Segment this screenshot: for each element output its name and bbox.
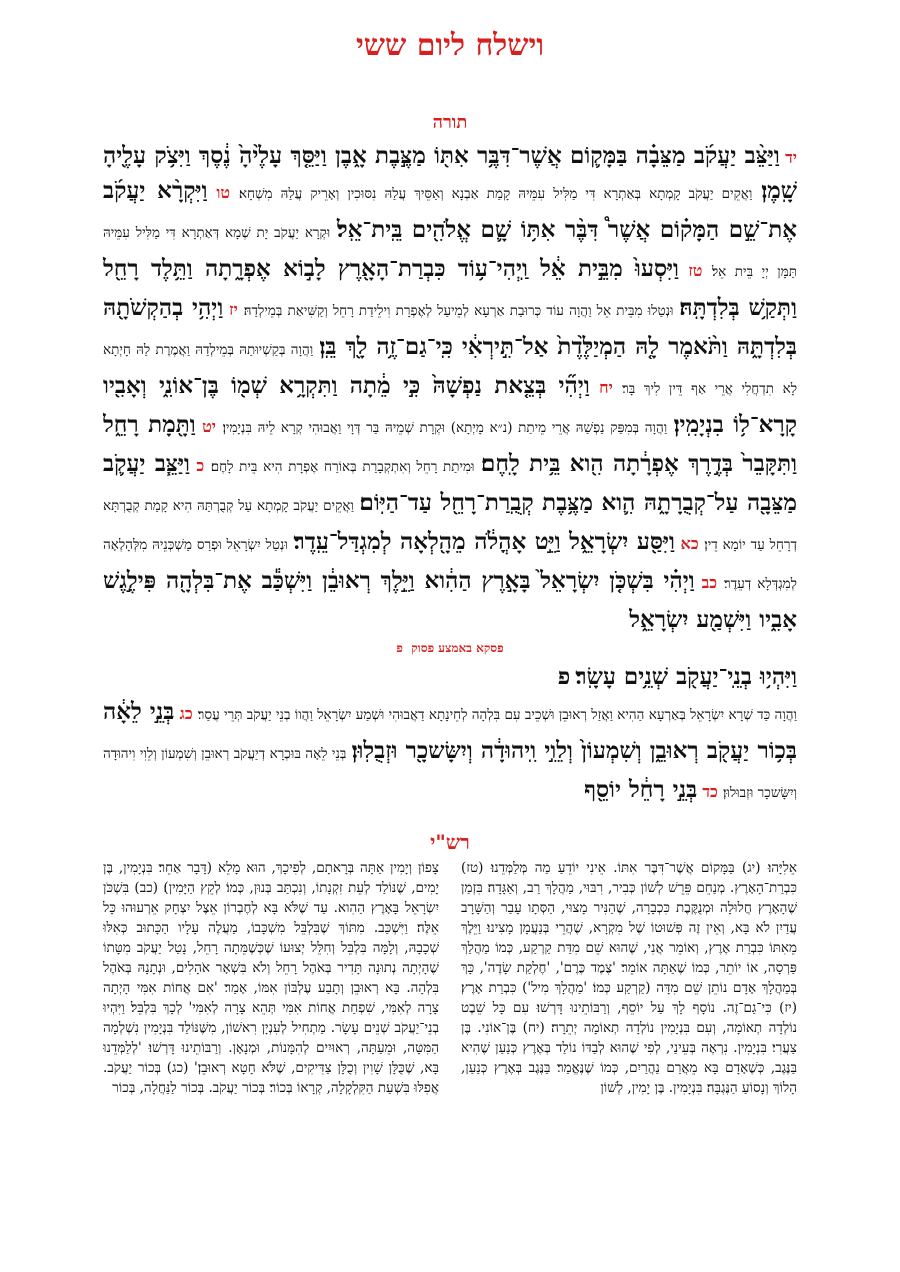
verse-number: טז — [688, 261, 703, 280]
torah-heading: תורה — [432, 112, 468, 133]
verse-text: וַתָּ֖מָת רָחֵ֑ל וַתִּקָּבֵר֙ בְּדֶ֣רֶךְ אֶפְרָ֔תָה הִ֖וא בֵּ֥ית לָֽחֶם׃ — [103, 411, 797, 477]
paragraph-mark: פ — [396, 641, 403, 655]
verse-text: וַיַּצֵּ֨ב יַעֲקֹ֜ב מַצֵּבָ֗ה בַּמָּק֛וֹם אֲשֶׁר־דִּבֶּ֥ר אִתּ֖וֹ מַצֶּ֣בֶת אָ֑בֶן וַיַּסֵּ֤ךְ עָלֶ֙יהָ֙ נֶ֔סֶךְ וַיִּצֹ֥ק עָלֶ֖יהָ שָֽׁמֶן׃ — [103, 142, 797, 204]
verse-number: כד — [702, 782, 718, 801]
verse-text: בְּנֵ֣י לֵאָ֔ה בְּכ֥וֹר יַעֲקֹ֖ב רְאוּבֵ֑ן וְשִׁמְעוֹן֙ וְלֵוִ֣י וִֽיהוּדָ֔ה וְיִשָּׂשכָ֖ר וּזְבֻלֽוּן׃ — [103, 698, 797, 764]
verse-text: וַיִּסַּ֖ע יִשְׂרָאֵ֑ל וַיֵּ֣ט אָהֳלֹ֔ה מֵהָ֖לְאָה לְמִגְדַּל־עֵֽדֶר׃ — [293, 528, 675, 555]
targum-text: בְּנֵי לֵאָה בּוּכְרָא דְיַעֲקֹב רְאוּבֵן וְשִׁמְעוֹן וְלֵוִי וִיהוּדָה וְיִשָּׂשכָר וּזְבוּלוּן׃ — [103, 746, 797, 801]
targum-text: וּנְטַל יִשְׂרָאֵל וּפְרַס מַשְׁכְּנֵיהּ מִלְּהָלְאָה לְמִגְדְּלָא דְעֵדֶר׃ — [103, 537, 797, 592]
paragraph-mark: פ — [557, 663, 571, 690]
targum-text: וַהֲוָה בְּקַשְׁיוּתַהּ בְּמֵילְדַהּ וַאֲמֶרֶת לַהּ חָיְתָא לָא תִדְחֲלִי אֲרֵי אַף דֵּין לִיךְ בָּר׃ — [103, 342, 797, 397]
verse-number: יד — [785, 148, 797, 167]
targum-text: וַאֲקֵים יַעֲקֹב קָמְתָא עַל קְבֻרְתַּהּ הִיא קָמַת קְבֻרְתָּא דְרָחֵל עַד יוֹמָא דֵין׃ — [103, 498, 797, 553]
verse-text: וַיִּסְעוּ֙ מִבֵּ֣ית אֵ֔ל וַֽיְהִי־ע֥וֹד כִּבְרַת־הָאָ֖רֶץ לָב֣וֹא אֶפְרָ֑תָה וַתֵּ֥לֶד רָחֵ֖ל וַתְּקַ֥שׁ בְּלִדְתָּֽהּ׃ — [103, 255, 797, 321]
verse-number: כא — [680, 534, 699, 553]
verse-24 — [584, 776, 718, 803]
paragraph-note: פסקא באמצע פסוק — [411, 641, 504, 655]
verse-text: וַיְהִ֗י בִּשְׁכֹּ֤ן יִשְׂרָאֵל֙ בָּאָ֣רֶץ הַהִ֔וא וַיֵּ֣לֶךְ רְאוּבֵ֔ן וַיִּשְׁכַּ֕ב אֶת־בִּלְהָ֖ה פִּילֶ֣גֶשׁ אָבִ֑יו וַיִּשְׁמַ֖ע יִשְׂרָאֵ֑ל — [103, 567, 797, 633]
targum-text: וּקְרָא יַעֲקֹב יָת שְׁמָא דְּאַתְרָא דִּי מַלִּיל עִמֵּיהּ תַּמָּן יְיָ בֵּית אֵל׃ — [103, 225, 797, 280]
targum-text: וַהֲוָה בְּמִפַּק נַפְשַׁהּ אֲרֵי מֵיתַת (נ״א מָיְתָא) וּקְרָת שְׁמֵיהּ בַּר דְּוָי וַאֲבוּהִי קְרָא לֵיהּ בִּנְיָמִין׃ — [222, 420, 668, 436]
verse-number: יז — [229, 300, 238, 319]
verse-text: וַיִּהְי֥וּ בְנֵֽי־יַעֲקֹ֖ב שְׁנֵ֥ים עָשָֽׂר׃ — [575, 663, 797, 690]
targum-text: וַהֲוָה כַּד שְׁרָא יִשְׂרָאֵל בְּאַרְעָא הַהִיא וַאֲזַל רְאוּבֵן וּשְׁכֵיב עִם בִּלְהָה לְחֵינָתָא דַאֲבוּהִי וּשְׁמַע יִשְׂרָאֵל וַהֲווֹ בְנֵי יַעֲקֹב תְּרֵי עֲסַר׃ — [197, 707, 797, 723]
verse-text: וַיַּצֵּ֧ב יַעֲקֹ֛ב מַצֵּבָ֖ה עַל־קְבֻרָתָ֑הּ הִ֛וא מַצֶּ֥בֶת קְבֻֽרַת־רָחֵ֖ל עַד־הַיּֽוֹם׃ — [103, 450, 797, 516]
page-title: וישלח ליום ששי — [355, 28, 545, 63]
torah-text — [103, 138, 797, 823]
verse-number: כב — [701, 573, 718, 592]
paragraph-break-note — [103, 637, 797, 659]
verse-number: יח — [599, 378, 613, 397]
verse-text: וַיִּקְרָ֨א יַעֲקֹ֜ב אֶת־שֵׁ֣ם הַמָּק֗וֹם אֲשֶׁר֩ דִּבֶּ֨ר אִתּ֥וֹ שָׁ֛ם אֱלֹהִ֖ים בֵּֽית־אֵֽל׃ — [103, 177, 797, 243]
rashi-column-right: אֵלִיָּהוּ׃ (יג) בַּמָּקוֹם אֲשֶׁר־דִּבֶּר אִתּוֹ. אֵינִי יוֹדֵעַ מַה מְּלַמְּדֵנוּ׃ (טז) כִּבְרַת־הָאָרֶץ. מְנַחֵם פֵּרֵשׁ לְשׁוֹן כְּבִיר, רִבּוּי, מַהֲלָךְ רַב, וְאַגָּדָה׃ בִּזְמַן שֶׁהָאָרֶץ חֲלוּלָה וּמְנֻקֶּבֶת כִּכְבָרָה, שֶׁהַנִּיר מָצוּי, הַסְּתָו עָבַר וְהַשָּׁרָב עֲדַיִן לֹא בָּא, וְאֵין זֶה פְּשׁוּטוֹ שֶׁל מִקְרָא, שֶׁהֲרֵי בְּנַעֲמָן מָצִינוּ׃ וַיֵּלֶךְ מֵאִתּוֹ כִּבְרַת אֶרֶץ, וְאוֹמֵר אֲנִי, שֶׁהוּא שֵׁם מִדַּת קַרְקַע, כְּמוֹ מַהֲלַךְ פַּרְסָה, אוֹ יוֹתֵר, כְּמוֹ שֶׁאַתָּה אוֹמֵר׃ 'צֶמֶד כֶּרֶם', 'חֶלְקַת שָׂדֶה', כָּךְ בְּמַהֲלָךְ אָדָם נוֹתֵן שֵׁם מִדָּה (קַרְקַע כְּמוֹ׃ 'מַהֲלָךְ מִיל') כִּבְרַת אָרֶץ׃ (יז) כִּי־גַם־זֶה. נוֹסָף לָךְ עַל יוֹסֵף, וְרַבּוֹתֵינוּ דָּרְשׁוּ׃ עִם כָּל שֵׁבֶט נוֹלְדָה תְאוֹמָה, וְעִם בִּנְיָמִין נוֹלְדָה תְאוֹמָה יְתֵרָה׃ (יח) בֶּן־אוֹנִי. בֶּן צַעֲרִי׃ בִּנְיָמִין. נִרְאֶה בְּעֵינַי, לְפִי שֶׁהוּא לְבַדּוֹ נוֹלַד בְּאֶרֶץ כְּנַעַן שֶׁהִיא בַּנֶּגֶב, כְּשֶׁאָדָם בָּא מֵאֲרַם נַהֲרַיִם, כְּמוֹ שֶׁנֶּאֱמַר׃ בַּנֶּגֶב בְּאֶרֶץ כְּנַעַן, הָלוֹךְ וְנָסוֹעַ הַנֶּגְבָּה׃ בִּנְיָמִין. בֶּן יָמִין, לְשׁוֹן — [461, 860, 797, 1096]
verse-text: וַיְהִ֥י בְהַקְשֹׁתָ֖הּ בְּלִדְתָּ֑הּ וַתֹּ֨אמֶר לָ֤הּ הַמְיַלֶּ֙דֶת֙ אַל־תִּ֣ירְאִ֔י כִּֽי־גַם־זֶ֥ה לָ֖ךְ בֵּֽן׃ — [103, 294, 797, 360]
verse-text: בְּנֵ֣י רָחֵ֔ל יוֹסֵ֖ף — [584, 776, 698, 803]
targum-text: וּנְטַלוּ מִבֵּית אֵל וַהֲוָה עוֹד כְּרוּבַת אַרְעָא לְמֵיעַל לְאֶפְרָת וִילֵידַת רָחֵל וְקַשִּׁיאַת בְּמֵילְדַהּ׃ — [243, 303, 674, 319]
rashi-heading: רש"י — [430, 830, 470, 854]
verse-text: וַיְהִ֞י בְּצֵ֤את נַפְשָׁהּ֙ כִּ֣י מֵ֔תָה וַתִּקְרָ֥א שְׁמ֖וֹ בֶּן־אוֹנִ֑י וְאָבִ֖יו קָֽרָא־ל֥וֹ בִנְיָמִֽין׃ — [103, 372, 797, 438]
verse-number: כ — [196, 456, 205, 475]
rashi-commentary — [103, 858, 797, 1258]
targum-text: וּמִיתַת רָחֵל וְאִתְקְבָרַת בְּאוֹרַח אֶפְרָת הִיא בֵּית לָחֶם׃ — [210, 459, 475, 475]
verse-22 — [103, 567, 797, 633]
verse-number: יט — [202, 417, 216, 436]
verse-number: כג — [179, 704, 193, 723]
targum-text: וַאֲקֵים יַעֲקֹב קָמְתָא בְּאַתְרָא דִּי מַלִּיל עִמֵּיהּ קָמַת אַבְנָא וְאַסֵּיךְ עֲלַהּ נִסּוּכִין וְאָרֵיק עֲלַהּ מִשְׁחָא׃ — [238, 186, 753, 202]
verse-22-continued — [197, 663, 797, 723]
verse-number: טו — [216, 183, 231, 202]
rashi-column-left: צָפוֹן וְיָמִין אַתָּה בְּרָאתָם, לְפִיכָךְ, הוּא מָלֵא (דָּבָר אַחֵר׃ בִּנְיָמִין, בֶּן יָמִים, שֶׁנּוֹלַד לְעֵת זִקְנָתוֹ, וְנִכְתַּב בְּנוּן, כְּמוֹ׃ לְקֵץ הַיָּמִין)׃ (כב) בִּשְׁכֹּן יִשְׂרָאֵל בָּאָרֶץ הַהִוא. עַד שֶׁלֹּא בָּא לְחֶבְרוֹן אֵצֶל יִצְחָק אֵרְעוּהוּ כָּל אֵלֶּה׃ וַיִּשְׁכַּב. מִתּוֹךְ שֶׁבִּלְבֵּל מִשְׁכָּבוֹ, מַעֲלֶה עָלָיו הַכָּתוּב כְּאִלּוּ שְׁכָבָהּ, וְלָמָּה בִּלְבֵּל וְחִלֵּל יְצוּעוֹ שֶׁכְּשֶׁמֵּתָה רָחֵל, נָטַל יַעֲקֹב מִטָּתוֹ שֶׁהָיְתָה נְתוּנָה תָּדִיר בְּאֹהֶל רָחֵל וְלֹא בִּשְׁאָר אֹהָלִים, וּנְתָנָהּ בְּאֹהֶל בִּלְהָה. בָּא רְאוּבֵן וְתָבַע עֶלְבּוֹן אִמּוֹ, אָמַר׃ 'אִם אֲחוֹת אִמִּי הָיְתָה צָרָה לְאִמִּי, שִׁפְחַת אֲחוֹת אִמִּי תְּהֵא צָרָה לְאִמִּי' לְכָךְ בִּלְבֵּל׃ וַיִּהְיוּ בְנֵי־יַעֲקֹב שְׁנֵים עָשָׂר. מַתְחִיל לְעִנְיָן רִאשׁוֹן, מִשֶּׁנּוֹלַד בִּנְיָמִין נִשְׁלְמָה הַמִּטָּה, וּמֵעַתָּה, רְאוּיִים לְהִמָּנוֹת, וּמְנָאָן. וְרַבּוֹתֵינוּ דָּרְשׁוּ׃ 'לְלַמְּדֵנוּ בָּא, שֶׁכֻּלָּן שָׁוִין וְכֻלָּן צַדִּיקִים, שֶׁלֹּא חָטָא רְאוּבֵן׃' (כג) בְּכוֹר יַעֲקֹב. אֲפִלּוּ בִּשְׁעַת הַקִּלְקָלָה, קְרָאוֹ בְּכוֹר׃ בְּכוֹר יַעֲקֹב. בְּכוֹר לַנַּחֲלָה, בְּכוֹר — [103, 860, 439, 1096]
